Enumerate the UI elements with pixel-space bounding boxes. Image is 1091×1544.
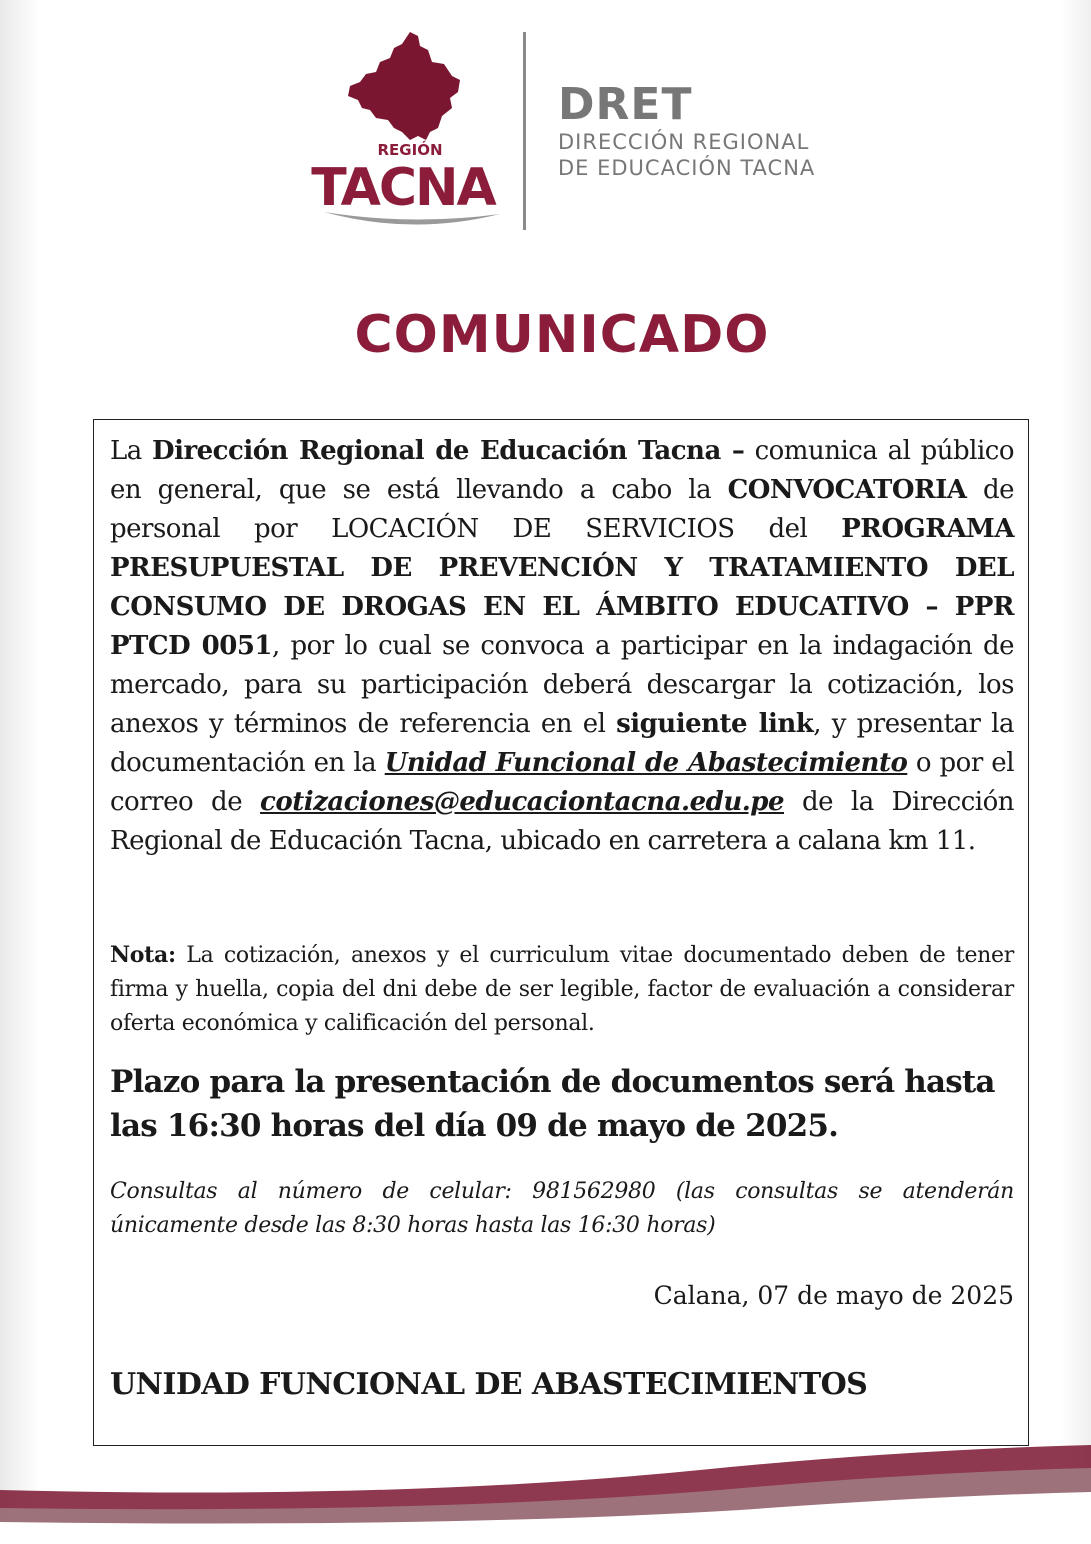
- nota-label: Nota:: [110, 942, 176, 968]
- p1-text-4: , por lo cual se convoca a participar en la indagación de mercado, para su participación deberá descargar la cotización, los anexos y términos de referencia en el: [110, 631, 1014, 739]
- document-title: COMUNICADO: [354, 305, 770, 365]
- tacna-map-icon: [340, 28, 470, 143]
- p1-text-5: , y presentar la documentación en la: [110, 709, 1014, 778]
- deadline-paragraph: Plazo para la presentación de documentos será hasta las 16:30 horas del día 09 de mayo de 2025.: [110, 1064, 995, 1144]
- signature-unit: UNIDAD FUNCIONAL DE ABASTECIMIENTOS: [110, 1367, 868, 1402]
- dret-line-1: DIRECCIÓN REGIONAL: [558, 130, 810, 154]
- logo-swoosh-icon: [322, 208, 502, 230]
- region-tacna-logo: [300, 28, 510, 233]
- download-link[interactable]: siguiente link: [616, 709, 814, 739]
- p1-text-3: de personal por LOCACIÓN DE SERVICIOS del: [110, 475, 1015, 544]
- email-link[interactable]: cotizaciones@educaciontacna.edu.pe: [260, 787, 784, 817]
- bottom-decoration: [0, 1430, 1091, 1544]
- p1-text-1: La: [110, 436, 153, 466]
- organization-name: Dirección Regional de Educación Tacna –: [152, 436, 745, 466]
- logo-tacna-wordmark: TACNA: [311, 158, 495, 218]
- consultas-paragraph: Consultas al número de celular: 981562980 (las consultas se atenderán únicamente desde las 8:30 horas hasta las 16:30 horas): [110, 1179, 1014, 1238]
- p1-text-6: o por el correo de: [110, 748, 1015, 817]
- logo-region-label: REGIÓN: [377, 141, 443, 159]
- dret-line-2: DE EDUCACIÓN TACNA: [558, 156, 816, 180]
- nota-paragraph: [110, 938, 1014, 1041]
- dret-acronym: DRET: [558, 79, 693, 130]
- unit-name: Unidad Funcional de Abastecimiento: [384, 748, 908, 778]
- main-paragraph: [110, 432, 1014, 861]
- program-name: PROGRAMA PRESUPUESTAL DE PREVENCIÓN Y TRATAMIENTO DEL CONSUMO DE DROGAS EN EL ÁMBITO EDUCATIVO – PPR PTCD 0051: [110, 514, 1014, 661]
- convocatoria-word: CONVOCATORIA: [727, 475, 967, 505]
- nota-text: La cotización, anexos y el curriculum vitae documentado deben de tener firma y huella, copia del dni debe de ser legible, factor de evaluación a considerar oferta económica y calificación del personal.: [110, 943, 1014, 1036]
- p1-text-2: comunica al público en general, que se está llevando a cabo la: [110, 436, 1015, 505]
- logo-divider: [523, 32, 526, 230]
- date-line: Calana, 07 de mayo de 2025: [653, 1281, 1014, 1310]
- p1-text-7: de la Dirección Regional de Educación Tacna, ubicado en carretera a calana km 11.: [110, 787, 1014, 856]
